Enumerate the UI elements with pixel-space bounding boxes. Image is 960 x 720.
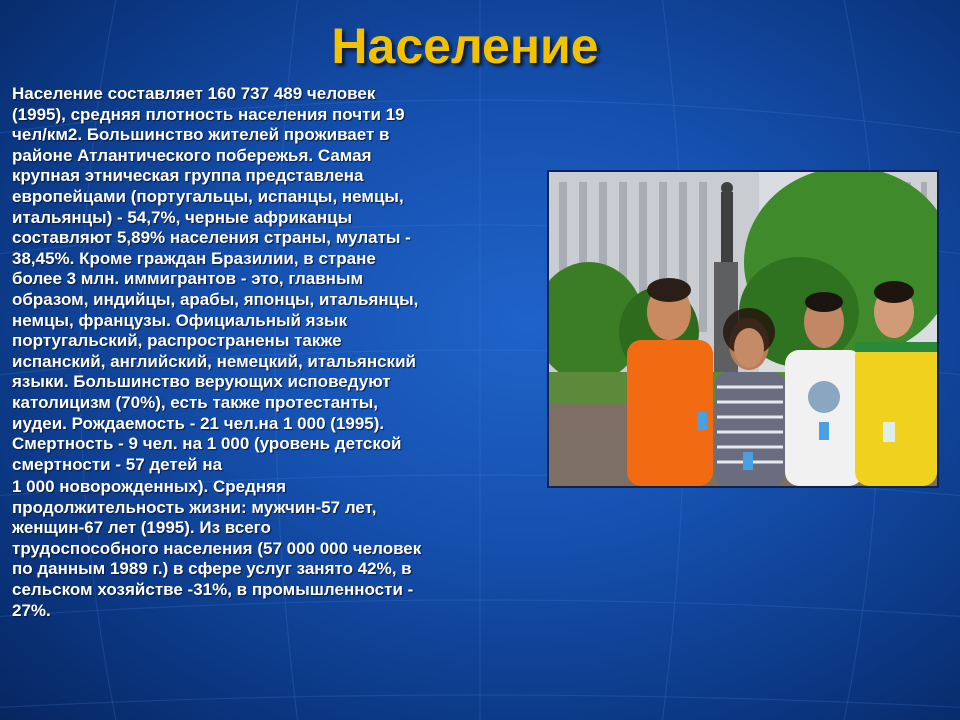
text-line: итальянцы) - 54,7%, черные африканцы xyxy=(12,207,353,227)
group-photo-illustration xyxy=(549,172,937,486)
slide-title: Население xyxy=(331,18,599,74)
text-line: женщин-67 лет (1995). Из всего xyxy=(12,518,271,538)
text-line: 27%. xyxy=(12,600,51,620)
text-line: иудеи. Рождаемость - 21 чел.на 1 000 (1995). xyxy=(12,413,385,433)
text-line: языки. Большинство верующих исповедуют xyxy=(12,372,391,392)
text-line: европейцами (португальцы, испанцы, немцы, xyxy=(12,186,404,206)
population-paragraph-top xyxy=(12,84,532,475)
text-line: продолжительность жизни: мужчин-57 лет, xyxy=(12,497,377,517)
group-photo xyxy=(547,170,939,488)
text-line: более 3 млн. иммигрантов - это, главным xyxy=(12,269,364,289)
text-line: немцы, французы. Официальный язык xyxy=(12,310,348,330)
text-line: сельском хозяйстве -31%, в промышленности - xyxy=(12,579,414,599)
text-line: португальский, распространены также xyxy=(12,331,342,351)
text-line: 38,45%. Кроме граждан Бразилии, в стране xyxy=(12,248,376,268)
text-line: по данным 1989 г.) в сфере услуг занято 42%, в xyxy=(12,559,412,579)
text-line: 1 000 новорожденных). Средняя xyxy=(12,477,287,496)
text-line: испанский, английский, немецкий, итальянский xyxy=(12,351,416,371)
text-line: составляют 5,89% населения страны, мулаты - xyxy=(12,228,411,248)
text-line: чел/км2. Большинство жителей проживает в xyxy=(12,125,390,145)
text-line: крупная этническая группа представлена xyxy=(12,166,364,186)
text-line: трудоспособного населения (57 000 000 человек xyxy=(12,538,422,558)
text-line: районе Атлантического побережья. Самая xyxy=(12,145,372,165)
population-paragraph-bottom xyxy=(12,477,532,621)
text-line: смертности - 57 детей на xyxy=(12,454,223,474)
text-line: Население составляет 160 737 489 человек xyxy=(12,84,376,103)
text-line: образом, индийцы, арабы, японцы, итальянцы, xyxy=(12,289,419,309)
text-line: католицизм (70%), есть также протестанты, xyxy=(12,392,379,412)
text-line: (1995), средняя плотность населения почти 19 xyxy=(12,104,405,124)
text-line: Смертность - 9 чел. на 1 000 (уровень детской xyxy=(12,434,402,454)
